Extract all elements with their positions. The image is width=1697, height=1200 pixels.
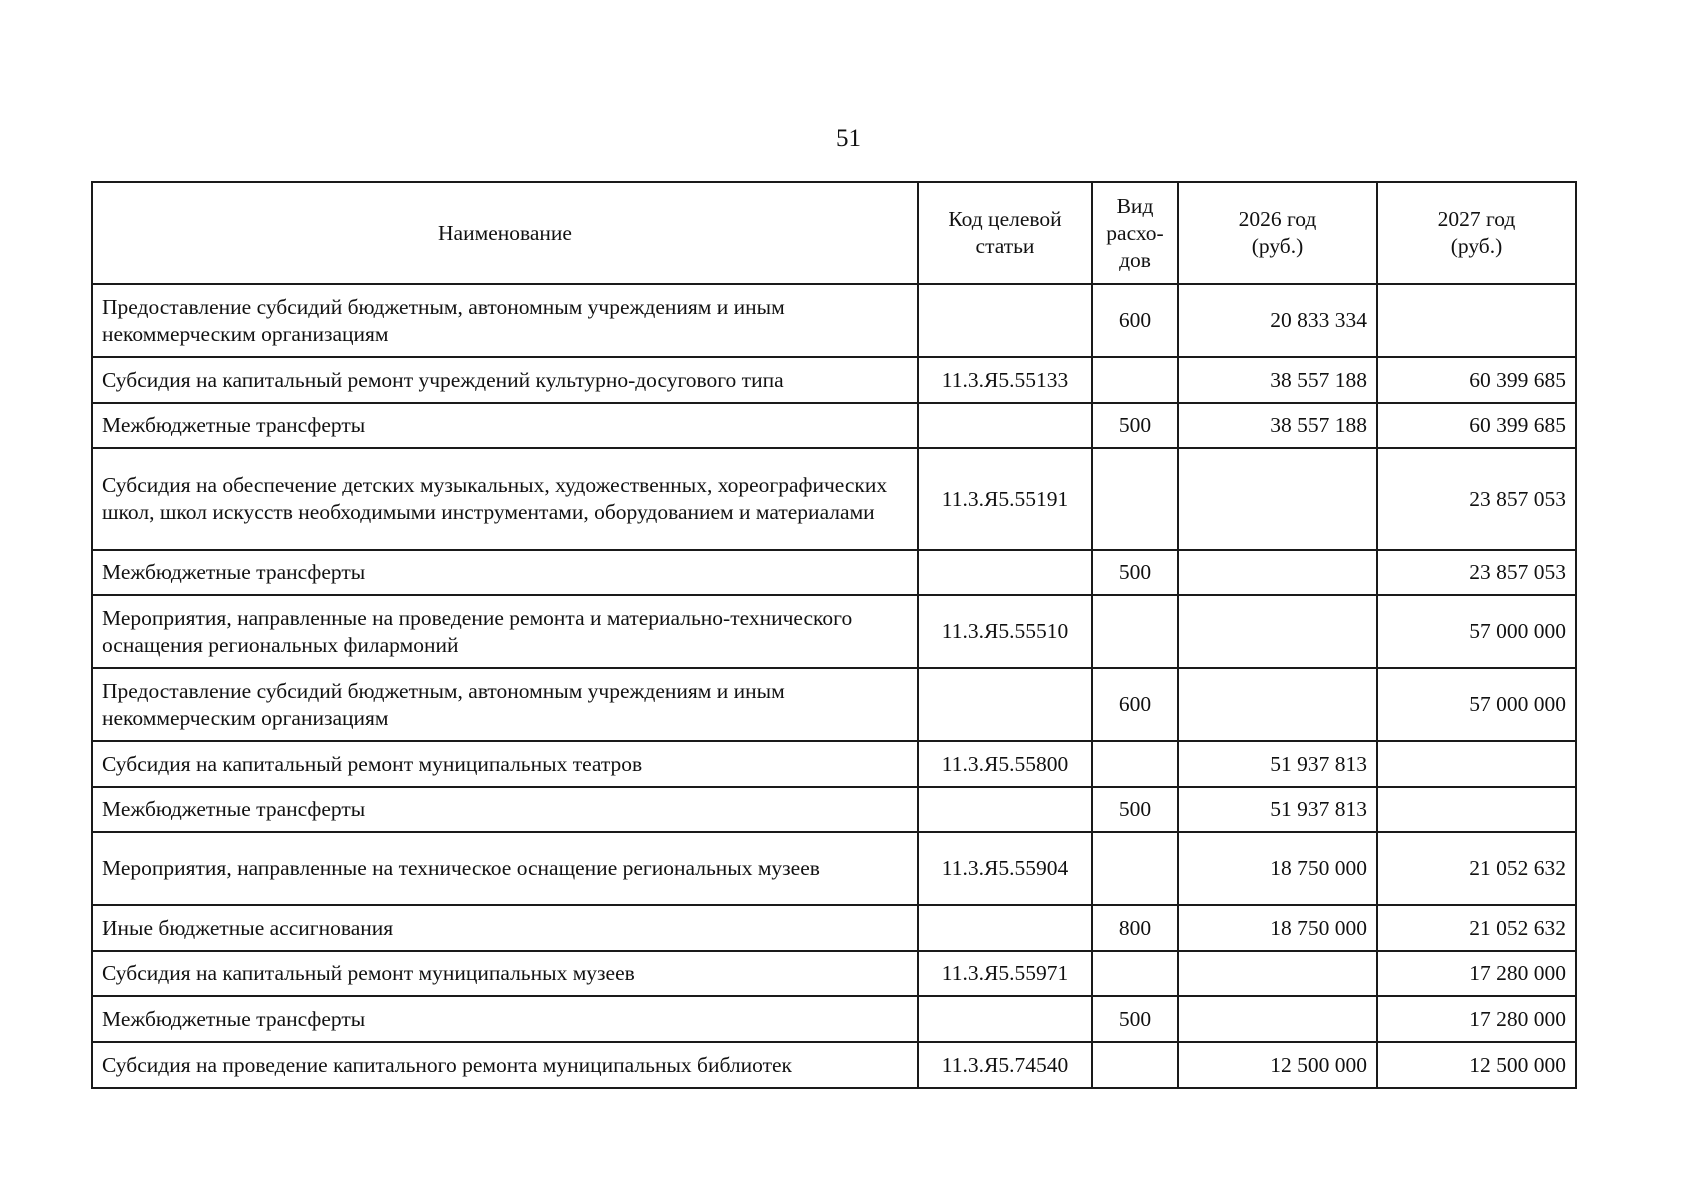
row-amount-2027: 60 399 685 [1377,357,1576,403]
row-amount-2026 [1178,448,1377,550]
header-code-line2: статьи [975,234,1035,258]
row-amount-2026: 51 937 813 [1178,787,1377,832]
row-amount-2027: 23 857 053 [1377,448,1576,550]
page-number: 51 [836,125,861,152]
row-amount-2026 [1178,951,1377,996]
table-row [92,284,1576,357]
header-code-line1: Код целевой [948,207,1062,231]
table-row [92,550,1576,595]
row-code [918,905,1092,951]
row-amount-2027 [1377,787,1576,832]
row-name: Предоставление субсидий бюджетным, автономным учреждениям и иным некоммерческим организациям [92,284,918,357]
row-expense-type: 500 [1092,550,1178,595]
row-amount-2026: 18 750 000 [1178,905,1377,951]
table-row [92,1042,1576,1088]
row-amount-2027 [1377,284,1576,357]
row-code: 11.3.Я5.55800 [918,741,1092,787]
row-name: Субсидия на капитальный ремонт муниципальных музеев [92,951,918,996]
table-row [92,832,1576,905]
row-name: Межбюджетные трансферты [92,787,918,832]
header-type-line3: дов [1119,247,1151,272]
row-expense-type [1092,951,1178,996]
row-amount-2026: 38 557 188 [1178,403,1377,448]
row-amount-2026 [1178,550,1377,595]
row-code [918,787,1092,832]
header-2026-line1: 2026 год [1238,207,1317,231]
row-expense-type: 800 [1092,905,1178,951]
row-expense-type [1092,357,1178,403]
row-code: 11.3.Я5.55971 [918,951,1092,996]
row-name: Мероприятия, направленные на проведение ремонта и материально-технического оснащения региональных филармоний [92,595,918,668]
row-amount-2026 [1178,996,1377,1042]
row-name: Межбюджетные трансферты [92,550,918,595]
row-expense-type: 500 [1092,787,1178,832]
header-name-label: Наименование [438,220,572,245]
row-name: Межбюджетные трансферты [92,996,918,1042]
row-expense-type [1092,741,1178,787]
header-2027-line1: 2027 год [1437,207,1516,231]
table-row [92,595,1576,668]
row-code: 11.3.Я5.74540 [918,1042,1092,1088]
row-expense-type [1092,832,1178,905]
row-expense-type: 500 [1092,403,1178,448]
row-code [918,996,1092,1042]
row-code [918,550,1092,595]
table-header-row [92,182,1576,284]
row-expense-type [1092,595,1178,668]
row-expense-type: 600 [1092,668,1178,741]
row-name: Субсидия на капитальный ремонт муниципальных театров [92,741,918,787]
row-amount-2027: 57 000 000 [1377,595,1576,668]
row-code [918,284,1092,357]
row-amount-2026 [1178,595,1377,668]
row-name: Субсидия на обеспечение детских музыкальных, художественных, хореографических школ, школ искусств необходимыми инструментами, оборудованием и материалами [92,448,918,550]
row-name: Мероприятия, направленные на техническое оснащение региональных музеев [92,832,918,905]
row-amount-2027: 21 052 632 [1377,832,1576,905]
table-row [92,357,1576,403]
row-amount-2027: 17 280 000 [1377,996,1576,1042]
table-row [92,996,1576,1042]
row-amount-2026: 51 937 813 [1178,741,1377,787]
row-amount-2026: 18 750 000 [1178,832,1377,905]
row-name: Межбюджетные трансферты [92,403,918,448]
header-2026 [1178,182,1377,284]
row-amount-2027 [1377,741,1576,787]
table-row [92,905,1576,951]
table-row [92,448,1576,550]
row-code [918,403,1092,448]
budget-table [91,181,1577,1089]
header-name [92,182,918,284]
row-amount-2027: 21 052 632 [1377,905,1576,951]
row-amount-2027: 57 000 000 [1377,668,1576,741]
row-amount-2027: 60 399 685 [1377,403,1576,448]
row-expense-type [1092,1042,1178,1088]
row-amount-2027: 17 280 000 [1377,951,1576,996]
header-expense-type [1092,182,1178,284]
row-name: Иные бюджетные ассигнования [92,905,918,951]
row-amount-2026: 38 557 188 [1178,357,1377,403]
row-expense-type [1092,448,1178,550]
table-row [92,741,1576,787]
row-code [918,668,1092,741]
row-expense-type: 600 [1092,284,1178,357]
row-amount-2026: 12 500 000 [1178,1042,1377,1088]
row-name: Субсидия на капитальный ремонт учреждений культурно-досугового типа [92,357,918,403]
table-row [92,668,1576,741]
row-code: 11.3.Я5.55191 [918,448,1092,550]
header-type-line2: расхо- [1106,220,1164,245]
row-amount-2027: 12 500 000 [1377,1042,1576,1088]
row-code: 11.3.Я5.55904 [918,832,1092,905]
row-amount-2026 [1178,668,1377,741]
header-code [918,182,1092,284]
table-row [92,951,1576,996]
header-type-line1: Вид [1116,193,1154,218]
row-expense-type: 500 [1092,996,1178,1042]
row-name: Субсидия на проведение капитального ремонта муниципальных библиотек [92,1042,918,1088]
row-code: 11.3.Я5.55133 [918,357,1092,403]
header-2026-line2: (руб.) [1251,234,1304,258]
table-row [92,403,1576,448]
row-name: Предоставление субсидий бюджетным, автономным учреждениям и иным некоммерческим организациям [92,668,918,741]
header-2027-line2: (руб.) [1450,234,1503,258]
row-amount-2026: 20 833 334 [1178,284,1377,357]
table-row [92,787,1576,832]
row-amount-2027: 23 857 053 [1377,550,1576,595]
row-code: 11.3.Я5.55510 [918,595,1092,668]
header-2027 [1377,182,1576,284]
